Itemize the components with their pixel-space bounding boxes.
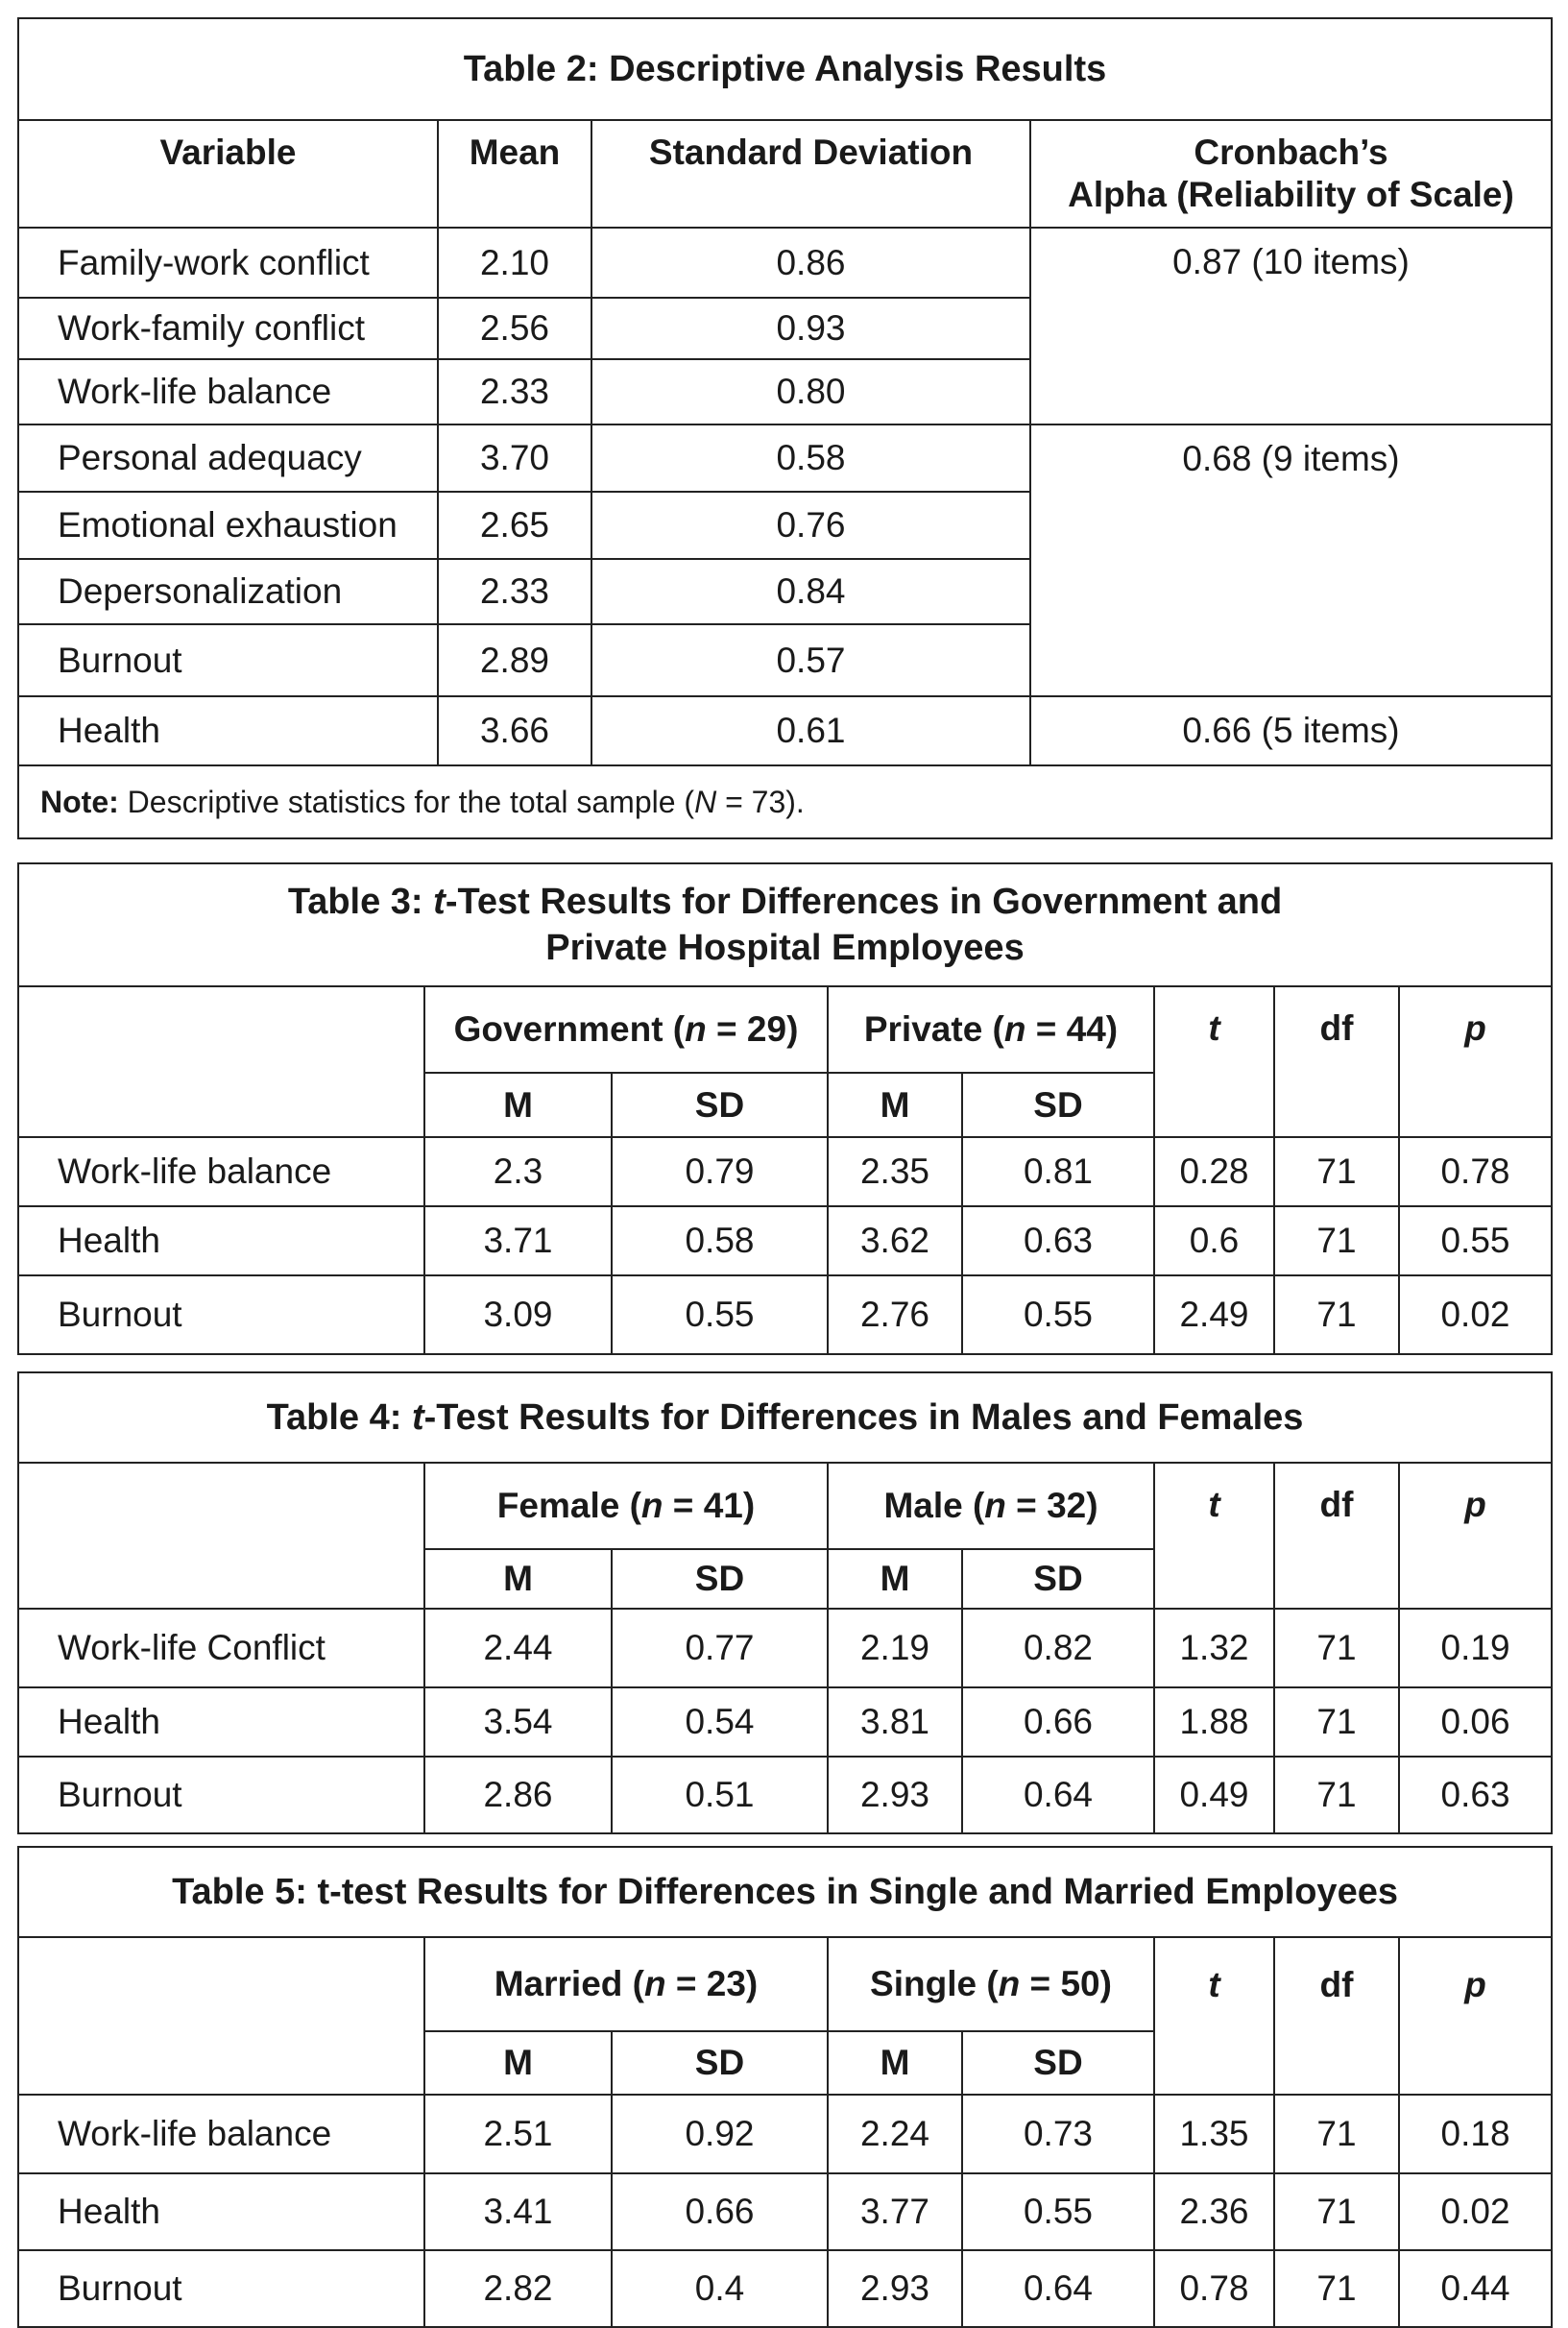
header-p: p [1399, 986, 1552, 1137]
cell-m2: 2.76 [828, 1275, 962, 1354]
cell-sd2: 0.66 [962, 1687, 1154, 1757]
cell-t: 0.28 [1154, 1137, 1274, 1206]
empty-header-cell [18, 986, 424, 1073]
cell-t: 0.78 [1154, 2250, 1274, 2327]
header-standard-deviation: Standard Deviation [591, 120, 1030, 228]
cell-sd2: 0.64 [962, 2250, 1154, 2327]
cell-sd1: 0.58 [612, 1206, 828, 1275]
cell-p: 0.02 [1399, 2173, 1552, 2250]
cell-t: 2.49 [1154, 1275, 1274, 1354]
table-4-title: Table 4: t-Test Results for Differences in Males and Females [18, 1372, 1552, 1463]
cell-t: 0.6 [1154, 1206, 1274, 1275]
cell-m1: 3.54 [424, 1687, 612, 1757]
mean-value: 2.33 [438, 559, 591, 624]
cell-m1: 2.82 [424, 2250, 612, 2327]
cell-p: 0.78 [1399, 1137, 1552, 1206]
cell-p: 0.63 [1399, 1757, 1552, 1833]
mean-value: 2.89 [438, 624, 591, 696]
note-n: N [694, 784, 717, 819]
cell-t: 2.36 [1154, 2173, 1274, 2250]
cell-sd1: 0.54 [612, 1687, 828, 1757]
mean-value: 2.65 [438, 492, 591, 559]
group-2-header: Male (n = 32) [828, 1463, 1154, 1549]
sd-value: 0.57 [591, 624, 1030, 696]
table-5-title: Table 5: t-test Results for Differences in Single and Married Employees [18, 1847, 1552, 1937]
sd-value: 0.76 [591, 492, 1030, 559]
alpha-value: 0.68 (9 items) [1030, 424, 1552, 696]
cell-sd2: 0.55 [962, 1275, 1154, 1354]
header-sd: SD [612, 2031, 828, 2095]
cell-df: 71 [1274, 1757, 1399, 1833]
table-row [18, 1687, 1552, 1757]
table-row [18, 1137, 1552, 1206]
cell-t: 1.88 [1154, 1687, 1274, 1757]
table-5-single-married [17, 1846, 1553, 2328]
cell-m2: 2.35 [828, 1137, 962, 1206]
empty-header-cell [1154, 2031, 1274, 2095]
mean-value: 2.56 [438, 298, 591, 359]
cell-p: 0.19 [1399, 1609, 1552, 1687]
row-label: Family-work conflict [18, 228, 438, 298]
header-sd: SD [962, 1549, 1154, 1609]
cell-m2: 3.81 [828, 1687, 962, 1757]
cell-m1: 2.3 [424, 1137, 612, 1206]
cell-df: 71 [1274, 1137, 1399, 1206]
row-label: Health [18, 1687, 424, 1757]
cell-p: 0.44 [1399, 2250, 1552, 2327]
row-label: Health [18, 2173, 424, 2250]
table-row [18, 228, 1552, 298]
cell-m2: 3.62 [828, 1206, 962, 1275]
group-2-header: Single (n = 50) [828, 1937, 1154, 2031]
cell-t: 0.49 [1154, 1757, 1274, 1833]
table-row [18, 1275, 1552, 1354]
header-sd: SD [612, 1549, 828, 1609]
cell-df: 71 [1274, 1275, 1399, 1354]
table-row [18, 2095, 1552, 2173]
cell-t: 1.35 [1154, 2095, 1274, 2173]
cell-m2: 2.93 [828, 2250, 962, 2327]
cell-m1: 2.51 [424, 2095, 612, 2173]
group-1-header: Married (n = 23) [424, 1937, 828, 2031]
cell-sd1: 0.79 [612, 1137, 828, 1206]
sd-value: 0.86 [591, 228, 1030, 298]
cell-sd2: 0.63 [962, 1206, 1154, 1275]
sd-value: 0.84 [591, 559, 1030, 624]
header-m: M [424, 1549, 612, 1609]
alpha-value: 0.87 (10 items) [1030, 228, 1552, 424]
row-label: Emotional exhaustion [18, 492, 438, 559]
cell-m1: 3.71 [424, 1206, 612, 1275]
table-row [18, 2250, 1552, 2327]
cell-df: 71 [1274, 1206, 1399, 1275]
table-2-title: Table 2: Descriptive Analysis Results [18, 18, 1552, 120]
header-m: M [424, 2031, 612, 2095]
title-prefix: Table 3: [287, 882, 434, 922]
title-t: t [433, 882, 446, 922]
cell-sd2: 0.55 [962, 2173, 1154, 2250]
cell-sd2: 0.81 [962, 1137, 1154, 1206]
cell-df: 71 [1274, 2250, 1399, 2327]
sd-value: 0.58 [591, 424, 1030, 492]
cell-m1: 2.86 [424, 1757, 612, 1833]
cell-p: 0.06 [1399, 1687, 1552, 1757]
cell-m2: 2.93 [828, 1757, 962, 1833]
note-text: Descriptive statistics for the total sample ( [118, 784, 695, 819]
row-label: Work-life balance [18, 1137, 424, 1206]
header-mean: Mean [438, 120, 591, 228]
cell-sd2: 0.64 [962, 1757, 1154, 1833]
empty-header-cell [1399, 2031, 1552, 2095]
cell-m1: 3.09 [424, 1275, 612, 1354]
cell-m1: 3.41 [424, 2173, 612, 2250]
cell-p: 0.55 [1399, 1206, 1552, 1275]
note-tail: = 73). [716, 784, 805, 819]
header-m: M [828, 1549, 962, 1609]
header-alpha-line2: Alpha (Reliability of Scale) [1068, 175, 1514, 214]
table-row [18, 2173, 1552, 2250]
table-3-government-private [17, 862, 1553, 1355]
cell-p: 0.02 [1399, 1275, 1552, 1354]
note-label: Note: [40, 784, 119, 819]
empty-header-cell [18, 2031, 424, 2095]
cell-t: 1.32 [1154, 1609, 1274, 1687]
table-row [18, 1609, 1552, 1687]
header-m: M [828, 2031, 962, 2095]
mean-value: 3.70 [438, 424, 591, 492]
header-sd: SD [962, 1073, 1154, 1137]
header-p: p [1399, 1937, 1552, 2031]
sd-value: 0.93 [591, 298, 1030, 359]
empty-header-cell [18, 1073, 424, 1137]
table-2-descriptive-analysis [17, 17, 1553, 839]
header-p: p [1399, 1463, 1552, 1609]
cell-sd1: 0.66 [612, 2173, 828, 2250]
header-sd: SD [962, 2031, 1154, 2095]
cell-sd1: 0.4 [612, 2250, 828, 2327]
empty-header-cell [18, 1549, 424, 1609]
row-label: Burnout [18, 1757, 424, 1833]
table-row [18, 696, 1552, 765]
header-m: M [828, 1073, 962, 1137]
header-t: t [1154, 1937, 1274, 2031]
table-2-note [18, 765, 1552, 838]
header-variable: Variable [18, 120, 438, 228]
mean-value: 2.33 [438, 359, 591, 424]
row-label: Work-life Conflict [18, 1609, 424, 1687]
cell-sd1: 0.51 [612, 1757, 828, 1833]
cell-sd2: 0.73 [962, 2095, 1154, 2173]
cell-df: 71 [1274, 1609, 1399, 1687]
row-label: Burnout [18, 624, 438, 696]
row-label: Work-life balance [18, 359, 438, 424]
cell-m2: 3.77 [828, 2173, 962, 2250]
group-1-header: Government (n = 29) [424, 986, 828, 1073]
header-sd: SD [612, 1073, 828, 1137]
cell-sd2: 0.82 [962, 1609, 1154, 1687]
row-label: Work-life balance [18, 2095, 424, 2173]
empty-header-cell [18, 1463, 424, 1549]
header-alpha-line1: Cronbach’s [1194, 133, 1388, 172]
cell-df: 71 [1274, 1687, 1399, 1757]
title-rest: -Test Results for Differences in Government and [445, 882, 1283, 922]
mean-value: 2.10 [438, 228, 591, 298]
cell-df: 71 [1274, 2095, 1399, 2173]
alpha-value: 0.66 (5 items) [1030, 696, 1552, 765]
header-t: t [1154, 986, 1274, 1137]
sd-value: 0.80 [591, 359, 1030, 424]
cell-m2: 2.19 [828, 1609, 962, 1687]
table-row [18, 1206, 1552, 1275]
cell-sd1: 0.77 [612, 1609, 828, 1687]
row-label: Health [18, 1206, 424, 1275]
header-t: t [1154, 1463, 1274, 1609]
row-label: Health [18, 696, 438, 765]
table-3-title [18, 863, 1552, 986]
sd-value: 0.61 [591, 696, 1030, 765]
group-1-header: Female (n = 41) [424, 1463, 828, 1549]
group-2-header: Private (n = 44) [828, 986, 1154, 1073]
header-df: df [1274, 986, 1399, 1137]
row-label: Personal adequacy [18, 424, 438, 492]
header-df: df [1274, 1937, 1399, 2031]
table-row [18, 1757, 1552, 1833]
empty-header-cell [1274, 2031, 1399, 2095]
empty-header-cell [18, 1937, 424, 2031]
title-line2: Private Hospital Employees [545, 928, 1025, 968]
row-label: Burnout [18, 1275, 424, 1354]
cell-sd1: 0.55 [612, 1275, 828, 1354]
cell-sd1: 0.92 [612, 2095, 828, 2173]
row-label: Burnout [18, 2250, 424, 2327]
cell-df: 71 [1274, 2173, 1399, 2250]
table-row [18, 424, 1552, 492]
header-df: df [1274, 1463, 1399, 1609]
cell-p: 0.18 [1399, 2095, 1552, 2173]
row-label: Work-family conflict [18, 298, 438, 359]
row-label: Depersonalization [18, 559, 438, 624]
table-4-males-females [17, 1371, 1553, 1834]
header-cronbach-alpha [1030, 120, 1552, 228]
cell-m2: 2.24 [828, 2095, 962, 2173]
cell-m1: 2.44 [424, 1609, 612, 1687]
mean-value: 3.66 [438, 696, 591, 765]
header-m: M [424, 1073, 612, 1137]
